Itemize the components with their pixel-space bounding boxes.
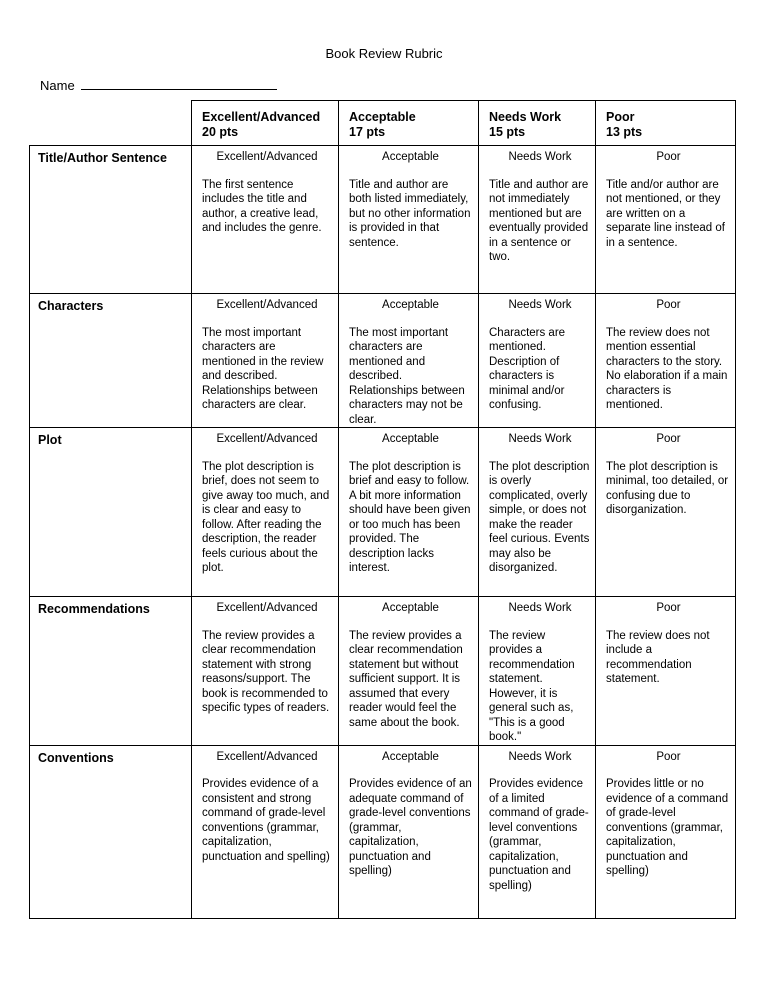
- name-field[interactable]: [40, 77, 277, 93]
- cell-needs-work: [479, 146, 596, 294]
- description-text: Provides evidence of a consistent and strong command of grade-level conventions (grammar, capitalization, punctuation and spelling): [202, 778, 330, 863]
- header-level-points: 15 pts: [489, 125, 526, 139]
- level-label: Needs Work: [508, 433, 572, 445]
- description-text: The plot description is brief, does not seem to give away too much, and is clear and easy to follow. After reading the description, the reader feels curious about the plot.: [202, 460, 330, 574]
- description-text: Characters are mentioned. Description of characters is minimal and/or confusing.: [489, 326, 566, 411]
- level-label: Poor: [656, 299, 681, 311]
- rubric-header-row: [30, 101, 736, 146]
- header-level-points: 17 pts: [349, 125, 386, 139]
- cell-needs-work: [479, 294, 596, 428]
- description-text: Title and author are not immediately mentioned but are eventually provided in a sentence or two.: [489, 178, 589, 263]
- level-label: Poor: [656, 433, 681, 445]
- cell-acceptable: [339, 294, 479, 428]
- level-label: Excellent/Advanced: [216, 299, 318, 311]
- rubric-row-recommendations: [30, 597, 736, 746]
- description-text: Title and/or author are not mentioned, or they are written on a separate line instead of in a sentence.: [606, 178, 725, 249]
- cell-needs-work: [479, 428, 596, 597]
- rubric-table: [29, 100, 736, 919]
- name-label: Name: [40, 78, 75, 93]
- description-text: The review does not include a recommendation statement.: [606, 629, 710, 685]
- level-label: Acceptable: [382, 750, 439, 763]
- header-level-name: Poor: [606, 110, 635, 124]
- criterion-conventions: Conventions: [30, 745, 192, 918]
- page-title: Book Review Rubric: [325, 46, 443, 61]
- level-label: Poor: [656, 151, 681, 163]
- level-label: Excellent/Advanced: [216, 750, 318, 763]
- level-label: Excellent/Advanced: [216, 602, 318, 614]
- cell-excellent: [192, 428, 339, 597]
- description-text: The first sentence includes the title and author, a creative lead, and includes the genre.: [202, 178, 322, 234]
- cell-needs-work: [479, 745, 596, 918]
- header-level-name: Needs Work: [489, 110, 562, 124]
- level-label: Excellent/Advanced: [216, 151, 318, 163]
- cell-excellent: [192, 294, 339, 428]
- criterion-plot: Plot: [30, 428, 192, 597]
- rubric-row-title-author: [30, 146, 736, 294]
- description-text: The plot description is overly complicated, overly simple, or does not make the reader feel curious. Events may also be disorganized.: [489, 460, 590, 574]
- description-text: The plot description is minimal, too detailed, or confusing due to disorganization.: [606, 460, 729, 516]
- header-level-points: 13 pts: [606, 125, 643, 139]
- level-label: Poor: [656, 602, 681, 614]
- description-text: The most important characters are mentioned in the review and described. Relationships between characters are clear.: [202, 326, 324, 411]
- description-text: Provides evidence of a limited command of grade-level conventions (grammar, capitalization, punctuation and spelling): [489, 778, 589, 892]
- cell-excellent: [192, 597, 339, 746]
- level-label: Excellent/Advanced: [216, 433, 318, 445]
- cell-excellent: [192, 146, 339, 294]
- criterion-title-author: Title/Author Sentence: [30, 146, 192, 294]
- header-blank-cell: [30, 101, 192, 146]
- header-excellent: [192, 101, 339, 146]
- cell-acceptable: [339, 745, 479, 918]
- description-text: The most important characters are mentioned and described. Relationships between characters may not be clear.: [349, 326, 465, 426]
- level-label: Needs Work: [508, 151, 572, 163]
- cell-poor: [596, 146, 736, 294]
- description-text: Provides evidence of an adequate command of grade-level conventions (grammar, capitalization, punctuation and spelling): [349, 778, 472, 877]
- level-label: Acceptable: [382, 299, 439, 311]
- description-text: Provides little or no evidence of a command of grade-level conventions (grammar, capitalization, punctuation and spelling): [606, 778, 729, 877]
- criterion-characters: Characters: [30, 294, 192, 428]
- cell-poor: [596, 428, 736, 597]
- header-acceptable: [339, 101, 479, 146]
- header-level-name: Excellent/Advanced: [202, 110, 321, 124]
- description-text: Title and author are both listed immediately, but no other information is provided in that sentence.: [349, 178, 471, 249]
- description-text: The review does not mention essential characters to the story. No elaboration if a main characters is mentioned.: [606, 326, 728, 411]
- cell-acceptable: [339, 428, 479, 597]
- level-label: Acceptable: [382, 602, 439, 614]
- description-text: The plot description is brief and easy to follow. A bit more information should have been given or too much has been provided. The description lacks interest.: [349, 460, 471, 574]
- rubric-row-plot: [30, 428, 736, 597]
- header-level-points: 20 pts: [202, 125, 239, 139]
- level-label: Needs Work: [508, 602, 572, 614]
- description-text: The review provides a clear recommendation statement but without sufficient support. It is assumed that every reader would feel the same about the book.: [349, 629, 463, 729]
- level-label: Acceptable: [382, 433, 439, 445]
- rubric-row-conventions: [30, 745, 736, 918]
- criterion-recommendations: Recommendations: [30, 597, 192, 746]
- rubric-row-characters: [30, 294, 736, 428]
- cell-acceptable: [339, 597, 479, 746]
- cell-poor: [596, 745, 736, 918]
- header-poor: [596, 101, 736, 146]
- description-text: The review provides a clear recommendation statement with strong reasons/support. The book is recommended to specific types of readers.: [202, 629, 330, 714]
- cell-poor: [596, 597, 736, 746]
- description-text: The review provides a recommendation statement. However, it is general such as, "This is a good book.": [489, 629, 575, 743]
- cell-poor: [596, 294, 736, 428]
- level-label: Poor: [656, 750, 681, 763]
- level-label: Needs Work: [508, 750, 572, 763]
- header-needs-work: [479, 101, 596, 146]
- cell-acceptable: [339, 146, 479, 294]
- cell-excellent: [192, 745, 339, 918]
- cell-needs-work: [479, 597, 596, 746]
- name-blank-line[interactable]: [81, 77, 277, 90]
- level-label: Needs Work: [508, 299, 572, 311]
- level-label: Acceptable: [382, 151, 439, 163]
- header-level-name: Acceptable: [349, 110, 416, 124]
